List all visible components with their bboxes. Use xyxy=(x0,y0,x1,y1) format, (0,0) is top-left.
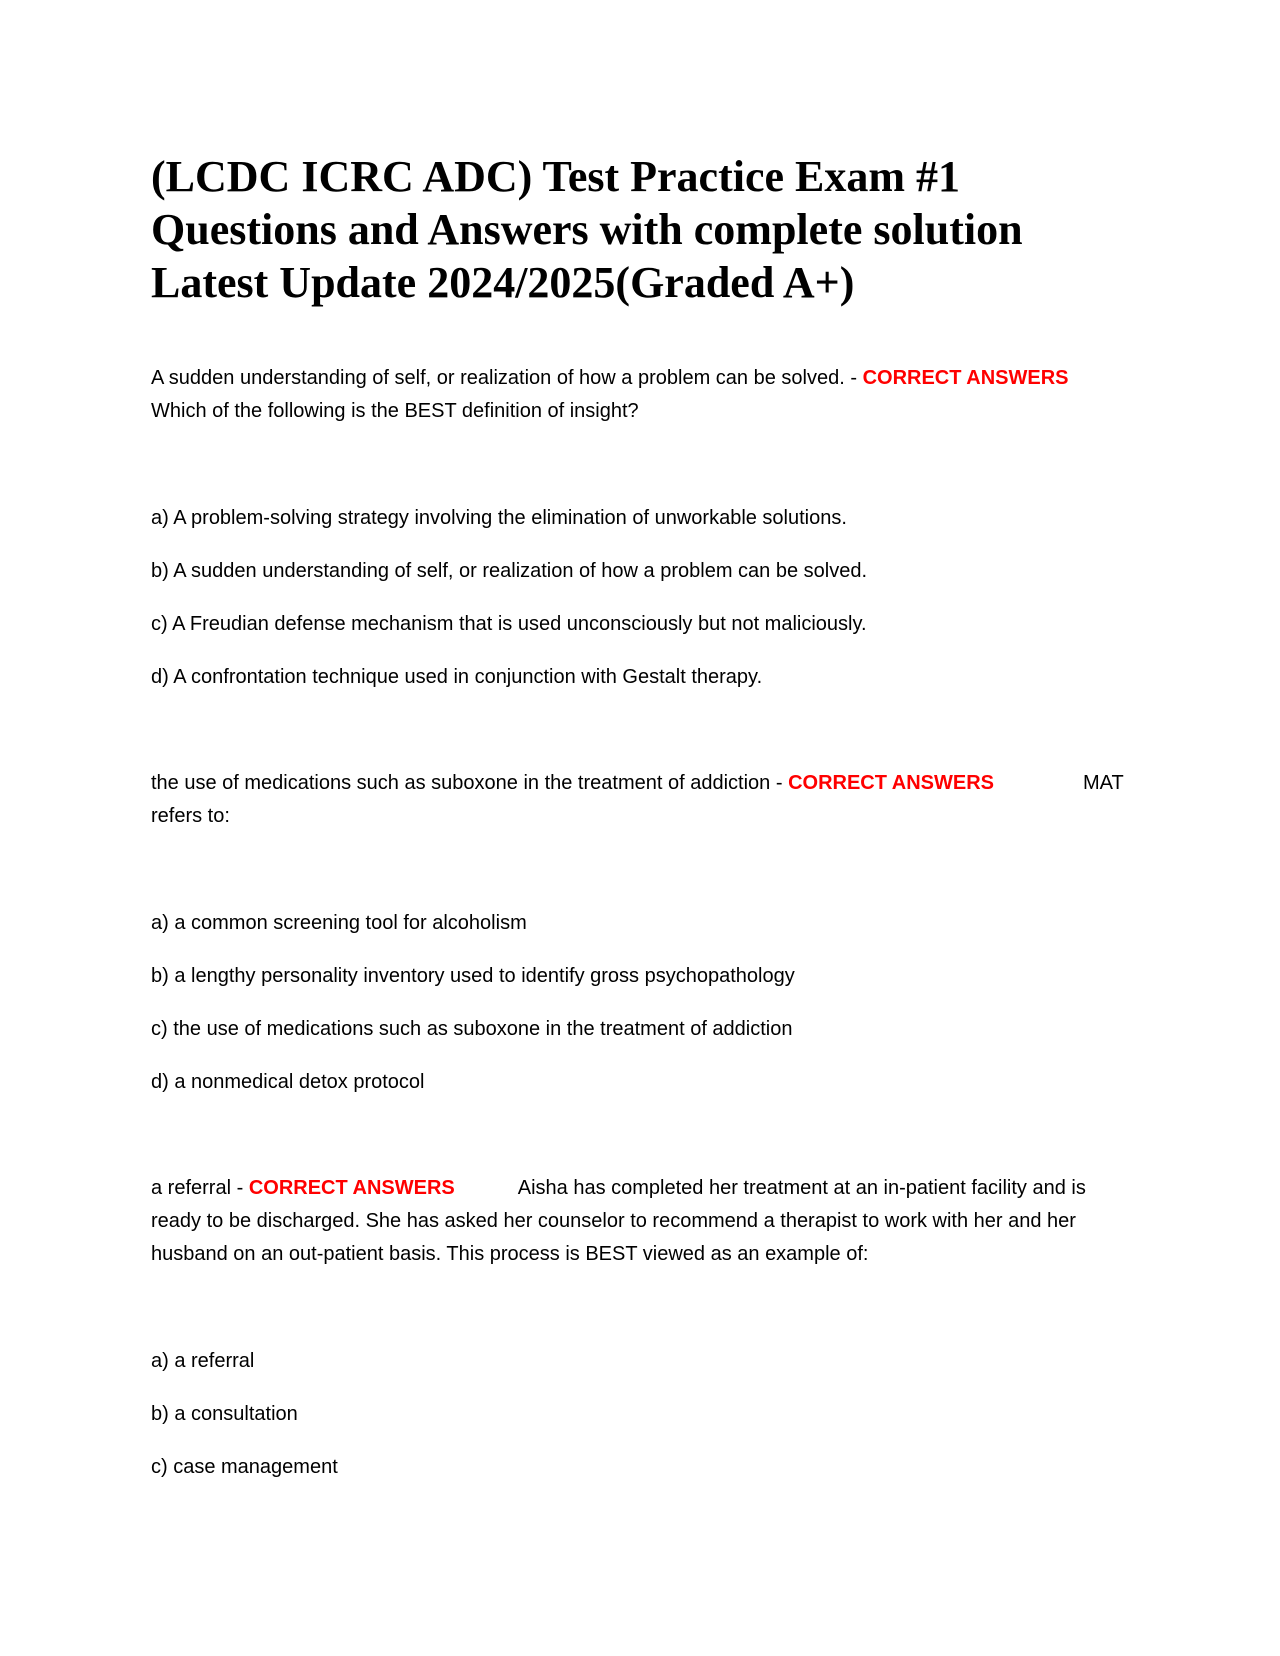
title-line-3: Latest Update 2024/2025(Graded A+) xyxy=(151,258,855,307)
q2-option-b: b) a lengthy personality inventory used to identify gross psychopathology xyxy=(151,965,795,987)
q1-separator: - xyxy=(844,367,863,389)
q2-option-a: a) a common screening tool for alcoholism xyxy=(151,912,527,934)
q1-answer-line xyxy=(151,362,1069,395)
q2-option-c: c) the use of medications such as suboxone in the treatment of addiction xyxy=(151,1018,793,1040)
q1-correct-label: CORRECT ANSWERS xyxy=(862,367,1069,389)
q2-correct-label: CORRECT ANSWERS xyxy=(788,772,994,794)
q3-option-a: a) a referral xyxy=(151,1350,255,1372)
q2-answer-text: the use of medications such as suboxone in the treatment of addiction xyxy=(151,772,771,794)
document-title xyxy=(151,150,1136,309)
q3-question-line-3: husband on an out-patient basis. This process is BEST viewed as an example of: xyxy=(151,1243,869,1265)
q2-question-start: MAT xyxy=(1083,772,1124,794)
q3-separator: - xyxy=(231,1177,249,1199)
q3-answer-text: a referral xyxy=(151,1177,232,1199)
q3-correct-label: CORRECT ANSWERS xyxy=(248,1177,455,1199)
q1-option-c: c) A Freudian defense mechanism that is used unconsciously but not maliciously. xyxy=(151,613,867,635)
q2-question: refers to: xyxy=(151,805,230,827)
q1-option-a: a) A problem-solving strategy involving the elimination of unworkable solutions. xyxy=(151,507,847,529)
q3-question-line-2: ready to be discharged. She has asked her counselor to recommend a therapist to work with her and her xyxy=(151,1210,1076,1232)
title-line-1: (LCDC ICRC ADC) Test Practice Exam #1 xyxy=(151,152,961,201)
q1-answer-text: A sudden understanding of self, or realization of how a problem can be solved. xyxy=(151,367,845,389)
q1-option-d: d) A confrontation technique used in conjunction with Gestalt therapy. xyxy=(151,666,763,688)
q2-option-d: d) a nonmedical detox protocol xyxy=(151,1071,425,1093)
q3-answer-line xyxy=(151,1172,1086,1205)
q3-option-b: b) a consultation xyxy=(151,1403,298,1425)
q1-option-b: b) A sudden understanding of self, or realization of how a problem can be solved. xyxy=(151,560,868,582)
q1-question: Which of the following is the BEST definition of insight? xyxy=(151,400,639,422)
title-line-2: Questions and Answers with complete solution xyxy=(151,205,1023,254)
q2-separator: - xyxy=(770,772,789,794)
q2-answer-line xyxy=(151,767,1136,800)
q3-option-c: c) case management xyxy=(151,1456,338,1478)
q3-question-line-1: Aisha has completed her treatment at an in-patient facility and is xyxy=(517,1177,1086,1199)
